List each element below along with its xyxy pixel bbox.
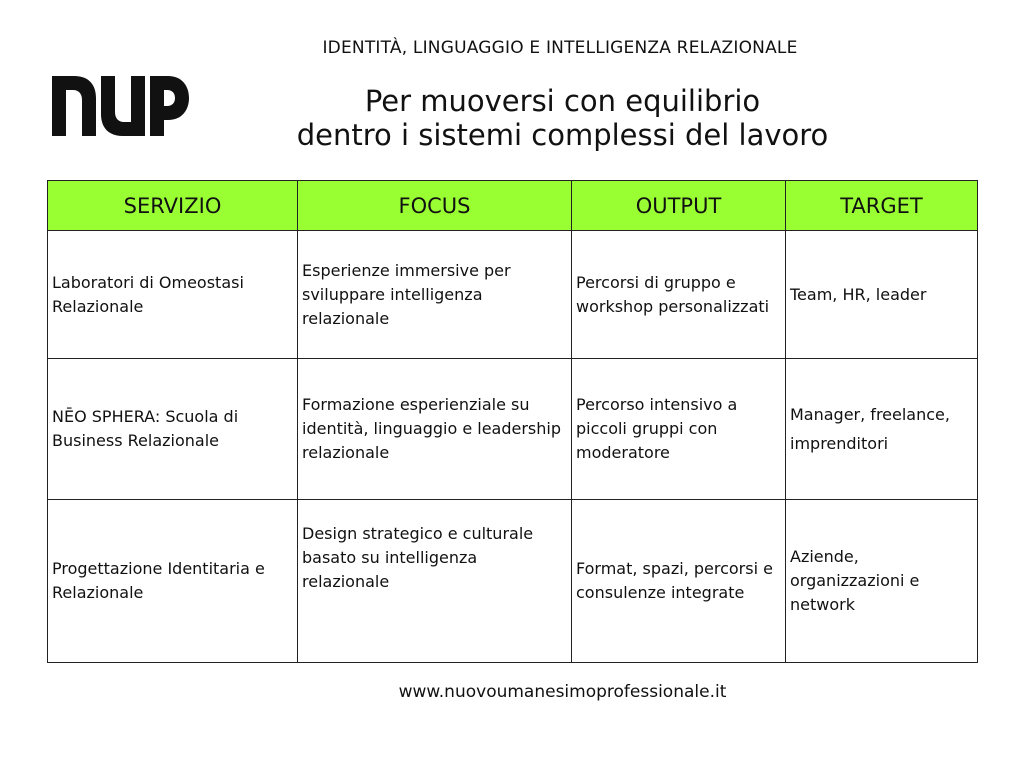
title-line-1: Per muoversi con equilibrio [364, 84, 761, 118]
cell-output: Percorso intensivo a piccoli gruppi con moderatore [572, 359, 786, 500]
cell-servizio: NĒO SPHERA: Scuola di Business Relazionale [48, 359, 298, 500]
services-table [47, 180, 978, 663]
cell-focus: Formazione esperienziale su identità, linguaggio e leadership relazionale [298, 359, 572, 500]
cell-target: Manager, freelance, imprenditori [786, 359, 978, 500]
cell-output: Format, spazi, percorsi e consulenze integrate [572, 500, 786, 663]
table-row [48, 359, 978, 500]
header-servizio: SERVIZIO [48, 181, 298, 231]
table-header-row [48, 181, 978, 231]
cell-focus: Design strategico e culturale basato su intelligenza relazionale [298, 500, 572, 663]
table-row [48, 231, 978, 359]
page-subtitle: IDENTITÀ, LINGUAGGIO E INTELLIGENZA RELAZIONALE [322, 38, 798, 58]
cell-servizio: Progettazione Identitaria e Relazionale [48, 500, 298, 663]
cell-output: Percorsi di gruppo e workshop personalizzati [572, 231, 786, 359]
header-focus: FOCUS [298, 181, 572, 231]
header-target: TARGET [786, 181, 978, 231]
cell-servizio: Laboratori di Omeostasi Relazionale [48, 231, 298, 359]
page-title [240, 84, 885, 152]
nup-logo [50, 70, 190, 138]
title-line-2: dentro i sistemi complessi del lavoro [296, 118, 829, 152]
website-link[interactable]: www.nuovoumanesimoprofessionale.it [398, 682, 727, 702]
cell-target: Aziende, organizzazioni e network [786, 500, 978, 663]
header-output: OUTPUT [572, 181, 786, 231]
cell-focus: Esperienze immersive per sviluppare intelligenza relazionale [298, 231, 572, 359]
table-row [48, 500, 978, 663]
cell-target: Team, HR, leader [786, 231, 978, 359]
